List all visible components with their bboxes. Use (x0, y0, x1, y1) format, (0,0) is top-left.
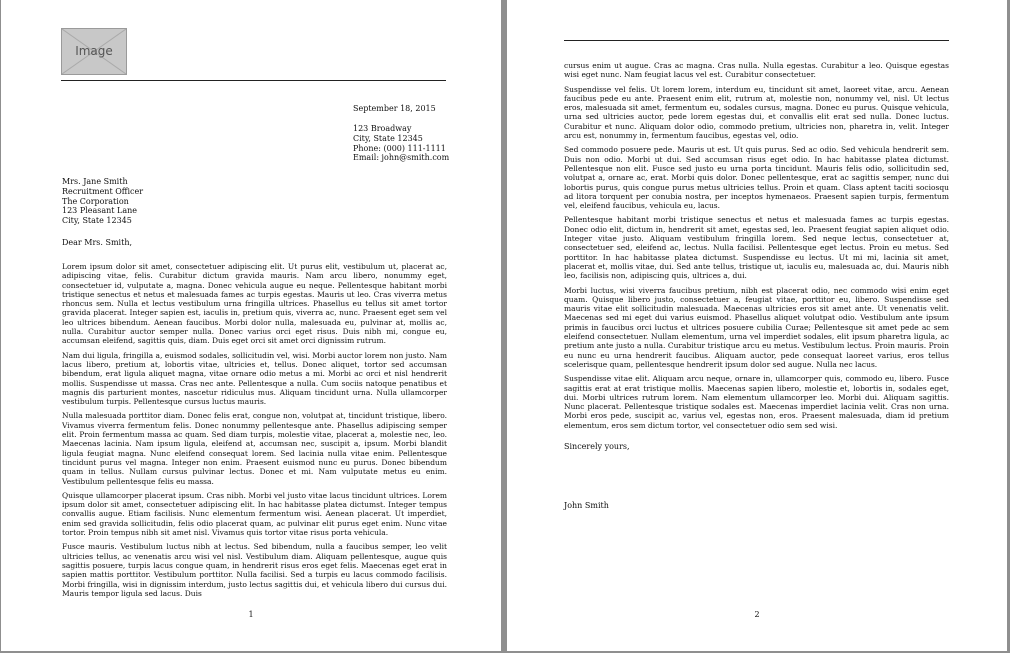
recipient-city: City, State 12345 (62, 216, 132, 226)
paragraph: Nam dui ligula, fringilla a, euismod sodales, sollicitudin vel, wisi. Morbi auctor lorem non justo. Nam lacus libero, pretium at, lobortis vitae, ultricies et, tellus. Donec aliquet, tortor sed accumsan bibendum, erat ligula aliquet magna, vitae ornare odio metus a mi. Morbi ac orci et nisl hendrerit mollis. Suspendisse ut massa. Cras nec ante. Pellentesque a nulla. Cum sociis natoque penatibus et magnis dis parturient montes, nascetur ridiculus mus. Aliquam tincidunt urna. Nulla ullamcorper vestibulum turpis. Pellentesque cursus luctus mauris. (62, 350, 447, 407)
page-2 (507, 0, 1007, 651)
logo-placeholder-image (61, 28, 127, 75)
sender-email: Email: john@smith.com (353, 153, 450, 163)
sender-phone: Phone: (000) 111-1111 (353, 143, 446, 153)
paragraph: Pellentesque habitant morbi tristique senectus et netus et malesuada fames ac turpis egestas. Donec odio elit, dictum in, hendrerit sit amet, egestas sed, leo. Praesent feugiat sapien aliquet odio. Integer vitae justo. Aliquam vestibulum fringilla lorem. Sed neque lectus, consectetuer at, consectetuer sed, eleifend ac, lectus. Nulla facilisi. Pellentesque eget lectus. Proin eu metus. Sed porttitor. In hac habitasse platea dictumst. Suspendisse eu lectus. Ut mi mi, lacinia sit amet, placerat et, mollis vitae, dui. Sed ante tellus, tristique ut, iaculis eu, malesuada ac, dui. Mauris nibh leo, facilisis non, adipiscing quis, ultrices a, dui. (564, 215, 949, 281)
recipient-name: Mrs. Jane Smith (62, 177, 128, 186)
letter-date: September 18, 2015 (353, 104, 436, 113)
sender-address (353, 124, 449, 163)
paragraph: Sed commodo posuere pede. Mauris ut est. Ut quis purus. Sed ac odio. Sed vehicula hendrerit sem. Duis non odio. Morbi ut dui. Sed accumsan risus eget odio. In hac habitasse platea dictumst. Pellentesque non elit. Fusce sed justo eu urna porta tincidunt. Mauris felis odio, sollicitudin sed, volutpat a, ornare ac, erat. Morbi quis dolor. Donec pellentesque, erat ac sagittis semper, nunc dui lobortis purus, quis congue purus metus ultricies tellus. Proin et quam. Class aptent taciti sociosqu ad litora torquent per conubia nostra, per inceptos hymenaeos. Praesent sapien turpis, fermentum vel, eleifend faucibus, vehicula eu, lacus. (564, 145, 949, 211)
paragraph: Suspendisse vitae elit. Aliquam arcu neque, ornare in, ullamcorper quis, commodo eu, libero. Fusce sagittis erat at erat tristique mollis. Maecenas sapien libero, molestie et, lobortis in, sodales eget, dui. Morbi ultrices rutrum lorem. Nam elementum ullamcorper leo. Morbi dui. Aliquam sagittis. Nunc placerat. Pellentesque tristique sodales est. Maecenas imperdiet lacinia velit. Cras non urna. Morbi eros pede, suscipit ac, varius vel, egestas non, eros. Praesent malesuada, diam id pretium elementum, eros sem dictum tortor, vel consectetuer odio sem sed wisi. (564, 374, 949, 430)
paragraph: Suspendisse vel felis. Ut lorem lorem, interdum eu, tincidunt sit amet, laoreet vitae, arcu. Aenean faucibus pede eu ante. Praesent enim elit, rutrum at, molestie non, nonummy vel, nisl. Ut lectus eros, malesuada sit amet, fermentum eu, sodales cursus, magna. Donec eu purus. Quisque vehicula, urna sed ultricies auctor, pede lorem egestas dui, et convallis elit erat sed nulla. Donec luctus. Curabitur et nunc. Aliquam dolor odio, commodo pretium, ultricies non, pharetra in, velit. Integer arcu est, nonummy in, fermentum faucibus, egestas vel, odio. (564, 84, 949, 141)
sender-city: City, State 12345 (353, 133, 423, 143)
recipient-title: Recruitment Officer (62, 186, 144, 196)
page-number: 2 (754, 610, 760, 619)
paragraph: Morbi luctus, wisi viverra faucibus pretium, nibh est placerat odio, nec commodo wisi enim eget quam. Quisque libero justo, consectetuer a, feugiat vitae, porttitor eu, libero. Suspendisse sed mauris vitae elit sollicitudin malesuada. Maecenas ultricies eros sit amet ante. Ut venenatis velit. Maecenas sed mi eget dui varius euismod. Phasellus aliquet volutpat odio. Vestibulum ante ipsum primis in faucibus orci luctus et ultrices posuere cubilia Curae; Pellentesque sit amet pede ac sem eleifend consectetuer. Nullam elementum, urna vel imperdiet sodales, elit ipsum pharetra ligula, ac pretium ante justo a nulla. Curabitur tristique arcu eu metus. Vestibulum lectus. Proin mauris. Proin eu nunc eu urna hendrerit faucibus. Aliquam auctor, pede consequat laoreet varius, eros tellus scelerisque quam, pellentesque hendrerit ipsum dolor sed augue. Nulla nec lacus. (564, 285, 949, 369)
recipient-address (62, 177, 143, 226)
closing: Sincerely yours, (564, 442, 630, 451)
page-1 (1, 0, 501, 651)
paragraph: Fusce mauris. Vestibulum luctus nibh at lectus. Sed bibendum, nulla a faucibus semper, leo velit ultricies tellus, ac venenatis arcu wisi vel nisl. Vestibulum diam. Aliquam pellentesque, augue quis sagittis posuere, turpis lacus congue quam, in hendrerit risus eros eget felis. Maecenas eget erat in sapien mattis porttitor. Vestibulum porttitor. Nulla facilisi. Sed a turpis eu lacus commodo facilisis. Morbi fringilla, wisi in dignissim interdum, justo lectus sagittis dui, et vehicula libero dui cursus dui. Mauris tempor ligula sed lacus. Duis (62, 542, 447, 598)
header-rule (61, 80, 446, 81)
recipient-company: The Corporation (62, 196, 129, 206)
letter-body-page-1 (62, 262, 447, 603)
logo-label: Image (75, 44, 113, 58)
sender-street: 123 Broadway (353, 124, 412, 133)
paragraph: Lorem ipsum dolor sit amet, consectetuer adipiscing elit. Ut purus elit, vestibulum ut, placerat ac, adipiscing vitae, felis. Curabitur dictum gravida mauris. Nam arcu libero, nonummy eget, consectetuer id, vulputate a, magna. Donec vehicula augue eu neque. Pellentesque habitant morbi tristique senectus et netus et malesuada fames ac turpis egestas. Mauris ut leo. Cras viverra metus rhoncus sem. Nulla et lectus vestibulum urna fringilla ultrices. Phasellus eu tellus sit amet tortor gravida placerat. Integer sapien est, iaculis in, pretium quis, viverra ac, nunc. Praesent eget sem vel leo ultrices bibendum. Aenean faucibus. Morbi dolor nulla, malesuada eu, pulvinar at, mollis ac, nulla. Curabitur auctor semper nulla. Donec varius orci eget risus. Duis nibh mi, congue eu, accumsan eleifend, sagittis quis, diam. Duis eget orci sit amet orci dignissim rutrum. (62, 262, 447, 346)
signature-name: John Smith (564, 501, 609, 510)
header-rule (564, 40, 949, 41)
recipient-street: 123 Pleasant Lane (62, 206, 138, 216)
paragraph: Quisque ullamcorper placerat ipsum. Cras nibh. Morbi vel justo vitae lacus tincidunt ultrices. Lorem ipsum dolor sit amet, consectetuer adipiscing elit. In hac habitasse platea dictumst. Integer tempus convallis augue. Etiam facilisis. Nunc elementum fermentum wisi. Aenean placerat. Ut imperdiet, enim sed gravida sollicitudin, felis odio placerat quam, ac pulvinar elit purus eget enim. Nunc vitae tortor. Proin tempus nibh sit amet nisl. Vivamus quis tortor vitae risus porta vehicula. (62, 490, 447, 538)
page-number: 1 (248, 610, 254, 619)
paragraph: cursus enim ut augue. Cras ac magna. Cras nulla. Nulla egestas. Curabitur a leo. Quisque egestas wisi eget nunc. Nam feugiat lacus vel est. Curabitur consectetuer. (564, 61, 949, 80)
salutation: Dear Mrs. Smith, (62, 238, 133, 247)
letter-body-page-2 (564, 61, 949, 435)
paragraph: Nulla malesuada porttitor diam. Donec felis erat, congue non, volutpat at, tincidunt tristique, libero. Vivamus viverra fermentum felis. Donec nonummy pellentesque ante. Phasellus adipiscing semper elit. Proin fermentum massa ac quam. Sed diam turpis, molestie vitae, placerat a, molestie nec, leo. Maecenas lacinia. Nam ipsum ligula, eleifend at, accumsan nec, suscipit a, ipsum. Morbi blandit ligula feugiat magna. Nunc eleifend consequat lorem. Sed lacinia nulla vitae enim. Pellentesque tincidunt purus vel magna. Integer non enim. Praesent euismod nunc eu purus. Donec bibendum quam in tellus. Nullam cursus pulvinar lectus. Donec et mi. Nam vulputate metus eu enim. Vestibulum pellentesque felis eu massa. (62, 411, 447, 486)
